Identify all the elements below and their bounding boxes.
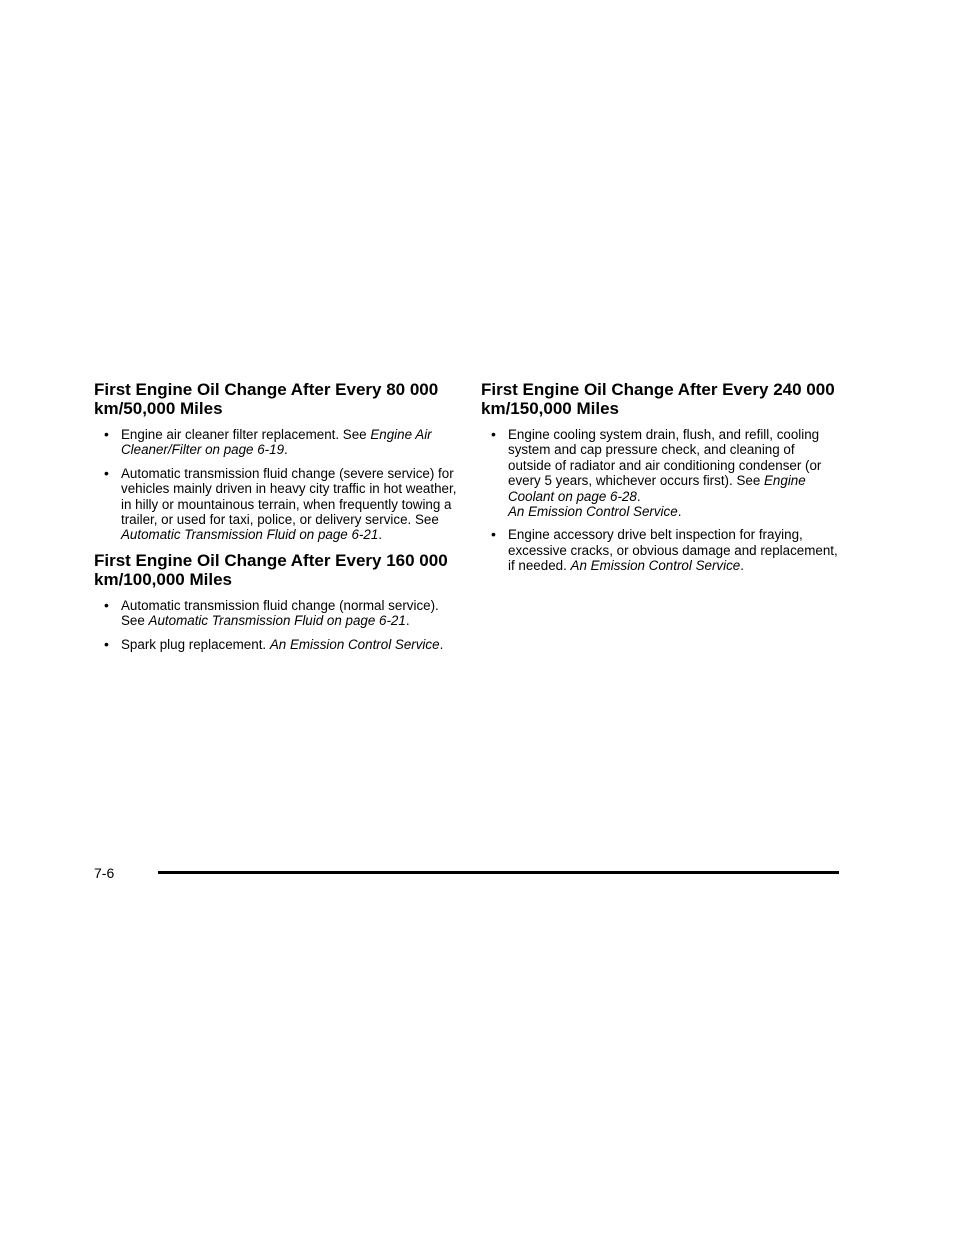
bullet-list xyxy=(94,427,464,543)
section-title: First Engine Oil Change After Every 240 000 km/150,000 Miles xyxy=(481,380,835,418)
bullet-list xyxy=(481,427,841,574)
page-reference: An Emission Control Service xyxy=(269,636,440,652)
page-number: 7-6 xyxy=(94,865,115,881)
bullet-icon: • xyxy=(104,635,109,652)
bullet-icon: • xyxy=(104,464,109,481)
item-punctuation: . xyxy=(636,488,641,504)
item-text: Automatic transmission fluid change (normal service). See xyxy=(121,597,439,629)
page-reference: Automatic Transmission Fluid on page 6-21 xyxy=(148,613,406,629)
list-item xyxy=(481,427,841,519)
right-column xyxy=(481,380,841,582)
section-title: First Engine Oil Change After Every 80 000 km/50,000 Miles xyxy=(94,380,439,418)
list-item xyxy=(94,427,464,458)
page-reference: Engine Coolant on page 6-28 xyxy=(508,473,806,504)
section-240000-km xyxy=(481,380,841,574)
item-punctuation: . xyxy=(740,558,744,574)
section-title: First Engine Oil Change After Every 160 000 km/100,000 Miles xyxy=(94,550,448,589)
bullet-icon: • xyxy=(491,426,496,442)
page-footer xyxy=(94,865,839,881)
page-reference: Engine Air Cleaner/Filter on page 6-19 xyxy=(121,427,432,458)
service-reference: An Emission Control Service xyxy=(570,558,741,574)
item-punctuation: . xyxy=(284,442,288,458)
bullet-list xyxy=(94,598,464,652)
item-punctuation: . xyxy=(378,527,383,543)
list-item xyxy=(94,466,464,543)
bullet-icon: • xyxy=(104,426,109,442)
item-punctuation: . xyxy=(677,504,682,520)
section-160000-km xyxy=(94,551,464,652)
list-item xyxy=(481,527,841,573)
item-punctuation: . xyxy=(439,636,444,652)
footer-rule xyxy=(158,871,839,874)
item-text: Engine air cleaner filter replacement. See xyxy=(121,427,371,442)
item-punctuation: . xyxy=(405,613,410,629)
bullet-icon: • xyxy=(104,596,109,613)
section-80000-km xyxy=(94,380,464,543)
service-reference: An Emission Control Service xyxy=(508,504,678,520)
item-text: Spark plug replacement. xyxy=(121,636,270,652)
page-reference: Automatic Transmission Fluid on page 6-21 xyxy=(121,527,379,543)
bullet-icon: • xyxy=(491,526,496,543)
list-item xyxy=(94,637,464,652)
item-text: Automatic transmission fluid change (severe service) for vehicles mainly driven in heavy city traffic in hot weather, in hilly or mountainous terrain, when frequently towing a trailer, or used for taxi, police, or delivery service. See xyxy=(121,465,457,528)
item-text: Engine accessory drive belt inspection for fraying, excessive cracks, or obvious damage and replacement, if needed. xyxy=(508,527,838,574)
list-item xyxy=(94,598,464,629)
item-text: Engine cooling system drain, flush, and refill, cooling system and cap pressure check, and cleaning of outside of radiator and air conditioning condenser (or every 5 years, whichever occurs first). See xyxy=(508,427,822,489)
left-column xyxy=(94,380,464,660)
